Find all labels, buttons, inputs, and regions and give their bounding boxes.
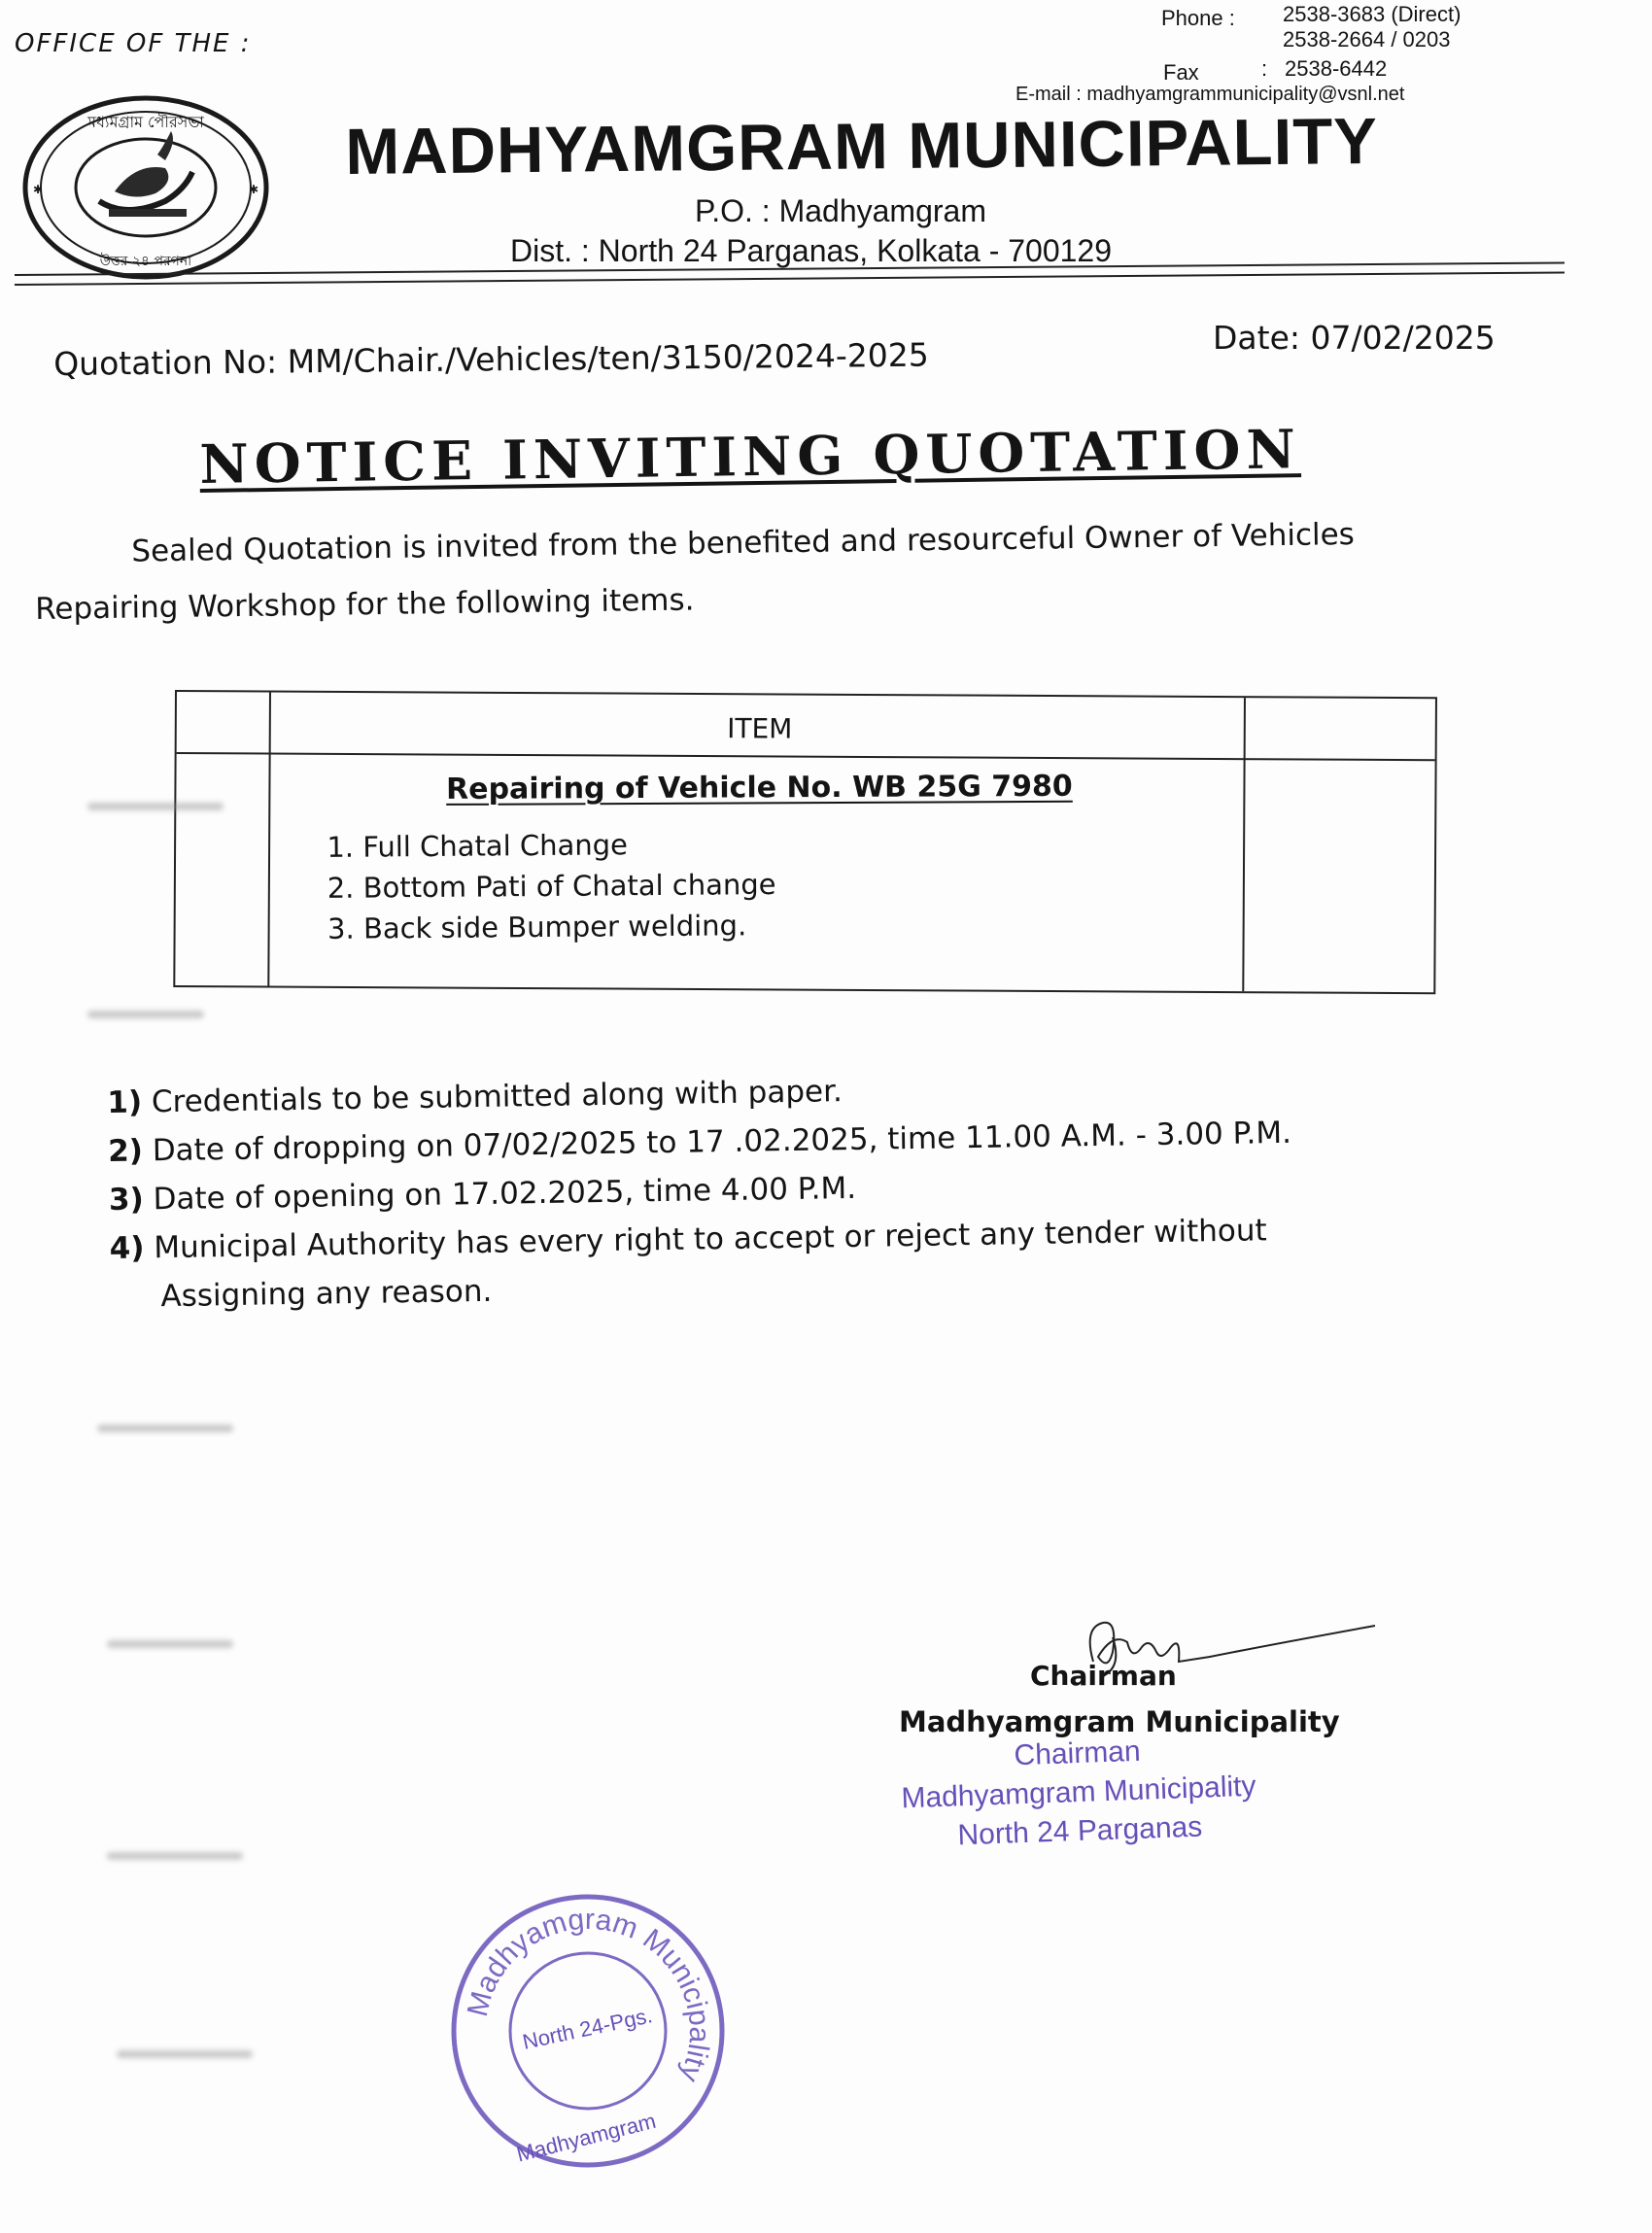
svg-text:✱: ✱ [33,183,44,196]
scan-smudge [97,1425,233,1432]
phone-label: Phone : [1161,6,1235,30]
intro-paragraph [34,504,1493,637]
stamp-line: North 24 Parganas [956,1810,1203,1852]
contact-block [1011,2,1535,109]
notice-title: NOTICE INVITING QUOTATION [199,417,1302,496]
term-text: Date of dropping on 07/02/2025 to 17 .02.2025, time 11.00 A.M. - 3.00 P.M. [152,1115,1292,1169]
list-item: 2. Bottom Pati of Chatal change [327,868,776,905]
municipal-seal [447,1890,729,2172]
term-text: Municipal Authority has every right to accept or reject any tender without [154,1213,1267,1266]
list-item: 1. Full Chatal Change [327,828,629,864]
intro-line-1: Sealed Quotation is invited from the benefited and resourceful Owner of Vehicles [131,517,1356,569]
scan-smudge [107,1852,243,1860]
term-number: 2) [107,1133,144,1169]
svg-text:উত্তর ২৪ পরগনা: উত্তর ২৪ পরগনা [99,254,192,269]
term-text: Date of opening on 17.02.2025, time 4.00 P.M. [153,1170,857,1218]
email-address: E-mail : madhyamgrammunicipality@vsnl.net [1015,84,1405,105]
stamp-line: Chairman [1014,1735,1142,1772]
svg-text:মধ্যমগ্রাম পৌরসভা: মধ্যমগ্রাম পৌরসভা [87,113,204,131]
emblem-icon [19,92,277,287]
term-number: 4) [109,1230,145,1266]
seal-center-text: North 24-Pgs. [520,2003,655,2054]
scan-smudge [87,803,224,810]
list-item: 3. Back side Bumper welding. [327,909,747,945]
scan-smudge [117,2050,253,2058]
vehicle-heading: Repairing of Vehicle No. WB 25G 7980 [446,769,1073,807]
seal-ring-text: Madhyamgram Municipality [461,1903,716,2087]
page-title: MADHYAMGRAM MUNICIPALITY [345,104,1379,189]
item-table [173,690,1437,994]
intro-line-2: Repairing Workshop for the following items. [34,582,695,627]
signatory-title: Chairman [1030,1660,1177,1692]
phone-number-alt: 2538-2664 / 0203 [1283,27,1451,52]
designation-stamp [882,1728,1275,1858]
term-text: Credentials to be submitted along with paper. [151,1074,843,1120]
seal-bottom-text: Madhyamgram [513,2108,659,2167]
scan-smudge [87,1011,204,1018]
post-office: P.O. : Madhyamgram [695,193,986,228]
fax-colon: : [1261,56,1268,81]
district-address: Dist. : North 24 Parganas, Kolkata - 700129 [510,233,1113,268]
term-number: 1) [107,1084,143,1120]
table-header-divider [177,752,1435,761]
item-list [327,823,776,949]
quotation-number: Quotation No: MM/Chair./Vehicles/ten/3150/2024-2025 [53,335,929,383]
quotation-date: Date: 07/02/2025 [1213,319,1496,357]
terms-list [107,1059,1374,1322]
fax-number: 2538-6442 [1285,56,1388,81]
table-header-item: ITEM [727,712,793,745]
phone-number-direct: 2538-3683 (Direct) [1283,2,1462,26]
fax-label: Fax [1163,60,1199,85]
term-continuation: Assigning any reason. [160,1273,493,1315]
table-divider [267,693,271,986]
municipality-logo [19,92,277,287]
scan-smudge [107,1640,233,1648]
stamp-line: Madhyamgram Municipality [900,1769,1257,1815]
svg-text:✱: ✱ [249,183,259,196]
term-number: 3) [108,1182,144,1218]
seal-icon [447,1890,729,2172]
office-label: OFFICE OF THE : [15,29,252,58]
signatory-organization: Madhyamgram Municipality [899,1705,1340,1738]
